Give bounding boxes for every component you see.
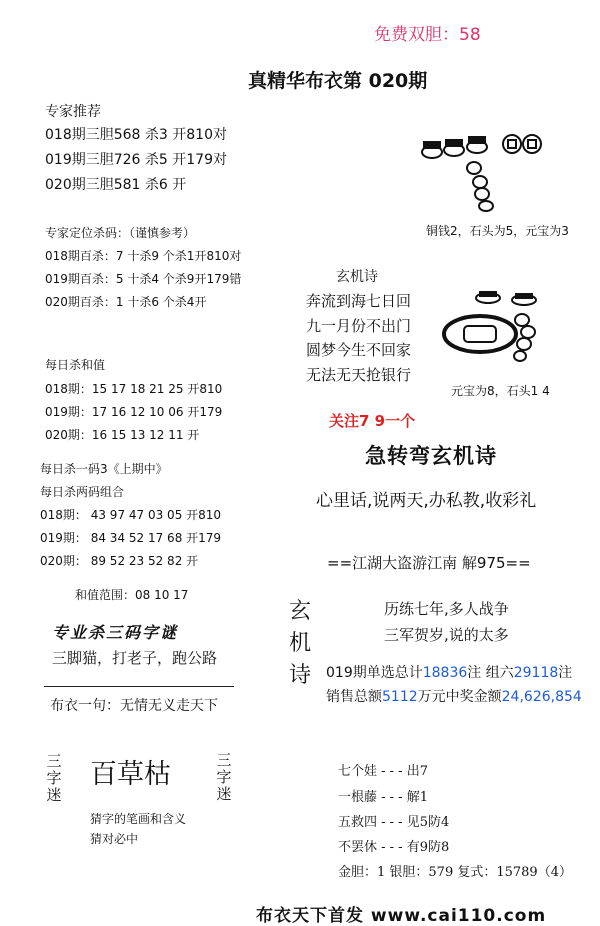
daily-one-heading: 每日杀一码3《上期中》: [40, 462, 168, 476]
big-title: 急转弯玄机诗: [365, 444, 497, 468]
ingots-stones-picture: [440, 288, 560, 372]
sales-line-1: [326, 662, 572, 682]
list-item: 不罢休 - - - 有9防8: [338, 840, 450, 855]
poem-lines: [306, 289, 411, 387]
riddle-main: 百草枯: [90, 759, 171, 790]
list-item: 金胆：1 银胆：579 复式：15789（4）: [338, 865, 572, 880]
list-item: 018期： 43 97 47 03 05 开810: [40, 508, 222, 522]
list-item: 一根藤 - - - 解1: [338, 790, 428, 805]
sales-value: 24,626,854: [501, 689, 582, 705]
picture1-caption: 铜钱2，石头为5，元宝为3: [426, 224, 569, 238]
sales-label: 万元中奖金额: [417, 689, 502, 705]
sales-value: 5112: [382, 689, 418, 705]
sales-label: 注: [558, 665, 573, 681]
list-item: 019期：17 16 12 10 06 开179: [45, 405, 223, 419]
xuanji-line: 三军贺岁,说的太多: [384, 626, 509, 644]
list-item: 020期： 89 52 23 52 82 开: [40, 554, 199, 568]
xuanji-line: 历练七年,多人战争: [384, 600, 509, 618]
list-item: 019期三胆726 杀5 开179对: [45, 152, 227, 168]
poem-line: 奔流到海七日回: [306, 292, 412, 310]
daily-sum-heading: 每日杀和值: [45, 358, 106, 372]
list-item: 018期百杀：7 十杀9 个杀1开810对: [45, 249, 242, 263]
focus-text: 关注7 9一个: [329, 412, 416, 430]
list-item: 五救四 - - - 见5防4: [338, 815, 450, 830]
poem-title: 玄机诗: [336, 269, 378, 285]
position-kill-lines: [45, 245, 241, 314]
riddle3-heading: 专业杀三码字谜: [52, 623, 179, 642]
sales-label: 销售总额: [326, 689, 382, 705]
riddle-hint-2: 猜对必中: [90, 832, 139, 846]
poem-line: 圆梦今生不回家: [306, 341, 412, 359]
list-item: 018期：15 17 18 21 25 开810: [45, 382, 223, 396]
divider: [44, 686, 234, 687]
list-item: 020期：16 15 13 12 11 开: [45, 428, 200, 442]
xuanji-vertical-title: 玄机诗: [288, 599, 311, 688]
buyi-line: 布衣一句：无情无义走天下: [50, 698, 218, 714]
riddle3-text: 三脚猫，打老子，跑公路: [52, 649, 218, 667]
riddle-hint-1: 猜字的笔画和含义: [90, 812, 187, 826]
list-item: 七个娃 - - - 出7: [338, 764, 428, 779]
position-kill-heading: 专家定位杀码：（谨慎参考）: [45, 226, 196, 240]
sales-line-2: [326, 686, 582, 706]
expert-lines: [45, 123, 227, 198]
expert-heading: 专家推荐: [45, 104, 101, 120]
list-item: 020期百杀：1 十杀6 个杀4开: [45, 295, 207, 309]
sum-range: 和值范围：08 10 17: [75, 588, 189, 602]
poem-line: 无法无天抢银行: [306, 365, 412, 384]
coins-stones-picture: [414, 130, 554, 212]
daily-two-heading: 每日杀两码组合: [40, 485, 125, 499]
daily-two-lines: [40, 504, 221, 573]
poem-line: 九一月份不出门: [306, 316, 412, 335]
sales-value: 29118: [513, 665, 559, 681]
heart-talk: 心里话,说两天,办私教,收彩礼: [316, 491, 537, 511]
riddle-side-right: 三字迷: [216, 751, 232, 803]
free-pick-text: 免费双胆：58: [374, 25, 481, 45]
list-item: 020期三胆581 杀6 开: [45, 177, 187, 193]
jianghu-line: ==江湖大盗游江南 解975==: [327, 554, 531, 572]
footer-link[interactable]: 布衣天下首发 www.cai110.com: [256, 906, 547, 926]
riddle-side-left: 三字迷: [46, 752, 62, 804]
daily-sum-lines: [45, 378, 222, 447]
picture2-caption: 元宝为8，石头1 4: [451, 384, 550, 398]
sales-label: 注 组六: [467, 665, 514, 681]
list-item: 018期三胆568 杀3 开810对: [45, 127, 227, 143]
sales-value: 18836: [422, 665, 468, 681]
list-item: 019期： 84 34 52 17 68 开179: [40, 531, 222, 545]
list-item: 019期百杀：5 十杀4 个杀9开179错: [45, 272, 242, 286]
sales-label: 019期单选总计: [326, 665, 423, 681]
page-title: 真精华布衣第 020期: [248, 70, 428, 92]
